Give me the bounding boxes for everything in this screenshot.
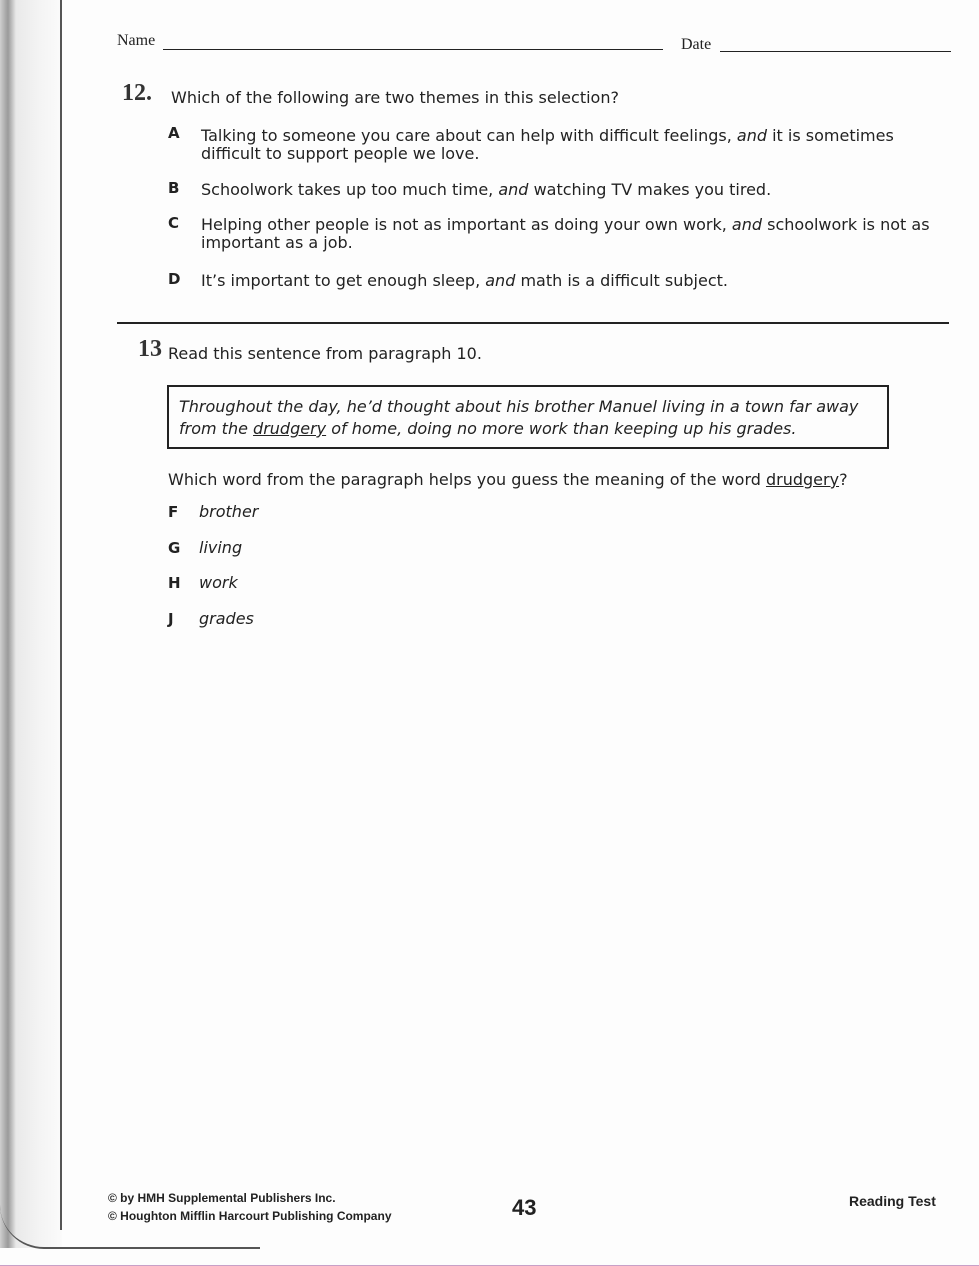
page-number: 43 xyxy=(512,1195,537,1220)
option-h-letter: H xyxy=(168,574,181,592)
option-h-text: work xyxy=(199,573,238,592)
section-divider xyxy=(117,322,949,324)
option-f-text: brother xyxy=(199,502,259,521)
copyright-line-1: © by HMH Supplemental Publishers Inc. xyxy=(108,1191,336,1205)
question-12-number: 12. xyxy=(122,80,152,106)
option-b-text: Schoolwork takes up too much time, and watching TV makes you tired. xyxy=(201,180,772,199)
date-label: Date xyxy=(681,36,712,53)
name-line xyxy=(163,49,663,50)
binding-shadow xyxy=(0,0,62,1248)
copyright-block xyxy=(108,1189,392,1225)
quoted-sentence-box: Throughout the day, he’d thought about his brother Manuel living in a town far away from the drudgery of home, doing no more work than keeping up his grades. xyxy=(167,385,889,449)
test-name: Reading Test xyxy=(849,1193,936,1209)
option-g-letter: G xyxy=(168,539,181,557)
option-d-text: It’s important to get enough sleep, and math is a difficult subject. xyxy=(201,271,728,290)
option-d-letter: D xyxy=(168,270,181,288)
name-label: Name xyxy=(117,32,156,49)
option-a-text: Talking to someone you care about can help with difficult feelings, and it is sometimes difficult to support people we love. xyxy=(201,126,894,163)
option-g-text: living xyxy=(199,538,243,557)
question-12-prompt: Which of the following are two themes in this selection? xyxy=(171,88,619,107)
binding-edge xyxy=(60,0,62,1230)
option-c-letter: C xyxy=(168,214,180,232)
drudgery-word: drudgery xyxy=(253,419,327,438)
date-line xyxy=(720,51,951,52)
option-a-letter: A xyxy=(168,124,180,142)
option-f-letter: F xyxy=(168,503,179,521)
option-c-text: Helping other people is not as important as doing your own work, and schoolwork is not as important as a job. xyxy=(201,215,930,252)
copyright-line-2: © Houghton Mifflin Harcourt Publishing Company xyxy=(108,1209,392,1223)
option-b-letter: B xyxy=(168,179,180,197)
question-13-question: Which word from the paragraph helps you guess the meaning of the word drudgery? xyxy=(168,470,848,489)
option-j-text: grades xyxy=(199,609,254,628)
question-13-prompt: Read this sentence from paragraph 10. xyxy=(168,344,482,363)
question-13-number: 13 xyxy=(138,336,162,362)
option-j-letter: J xyxy=(168,610,174,628)
